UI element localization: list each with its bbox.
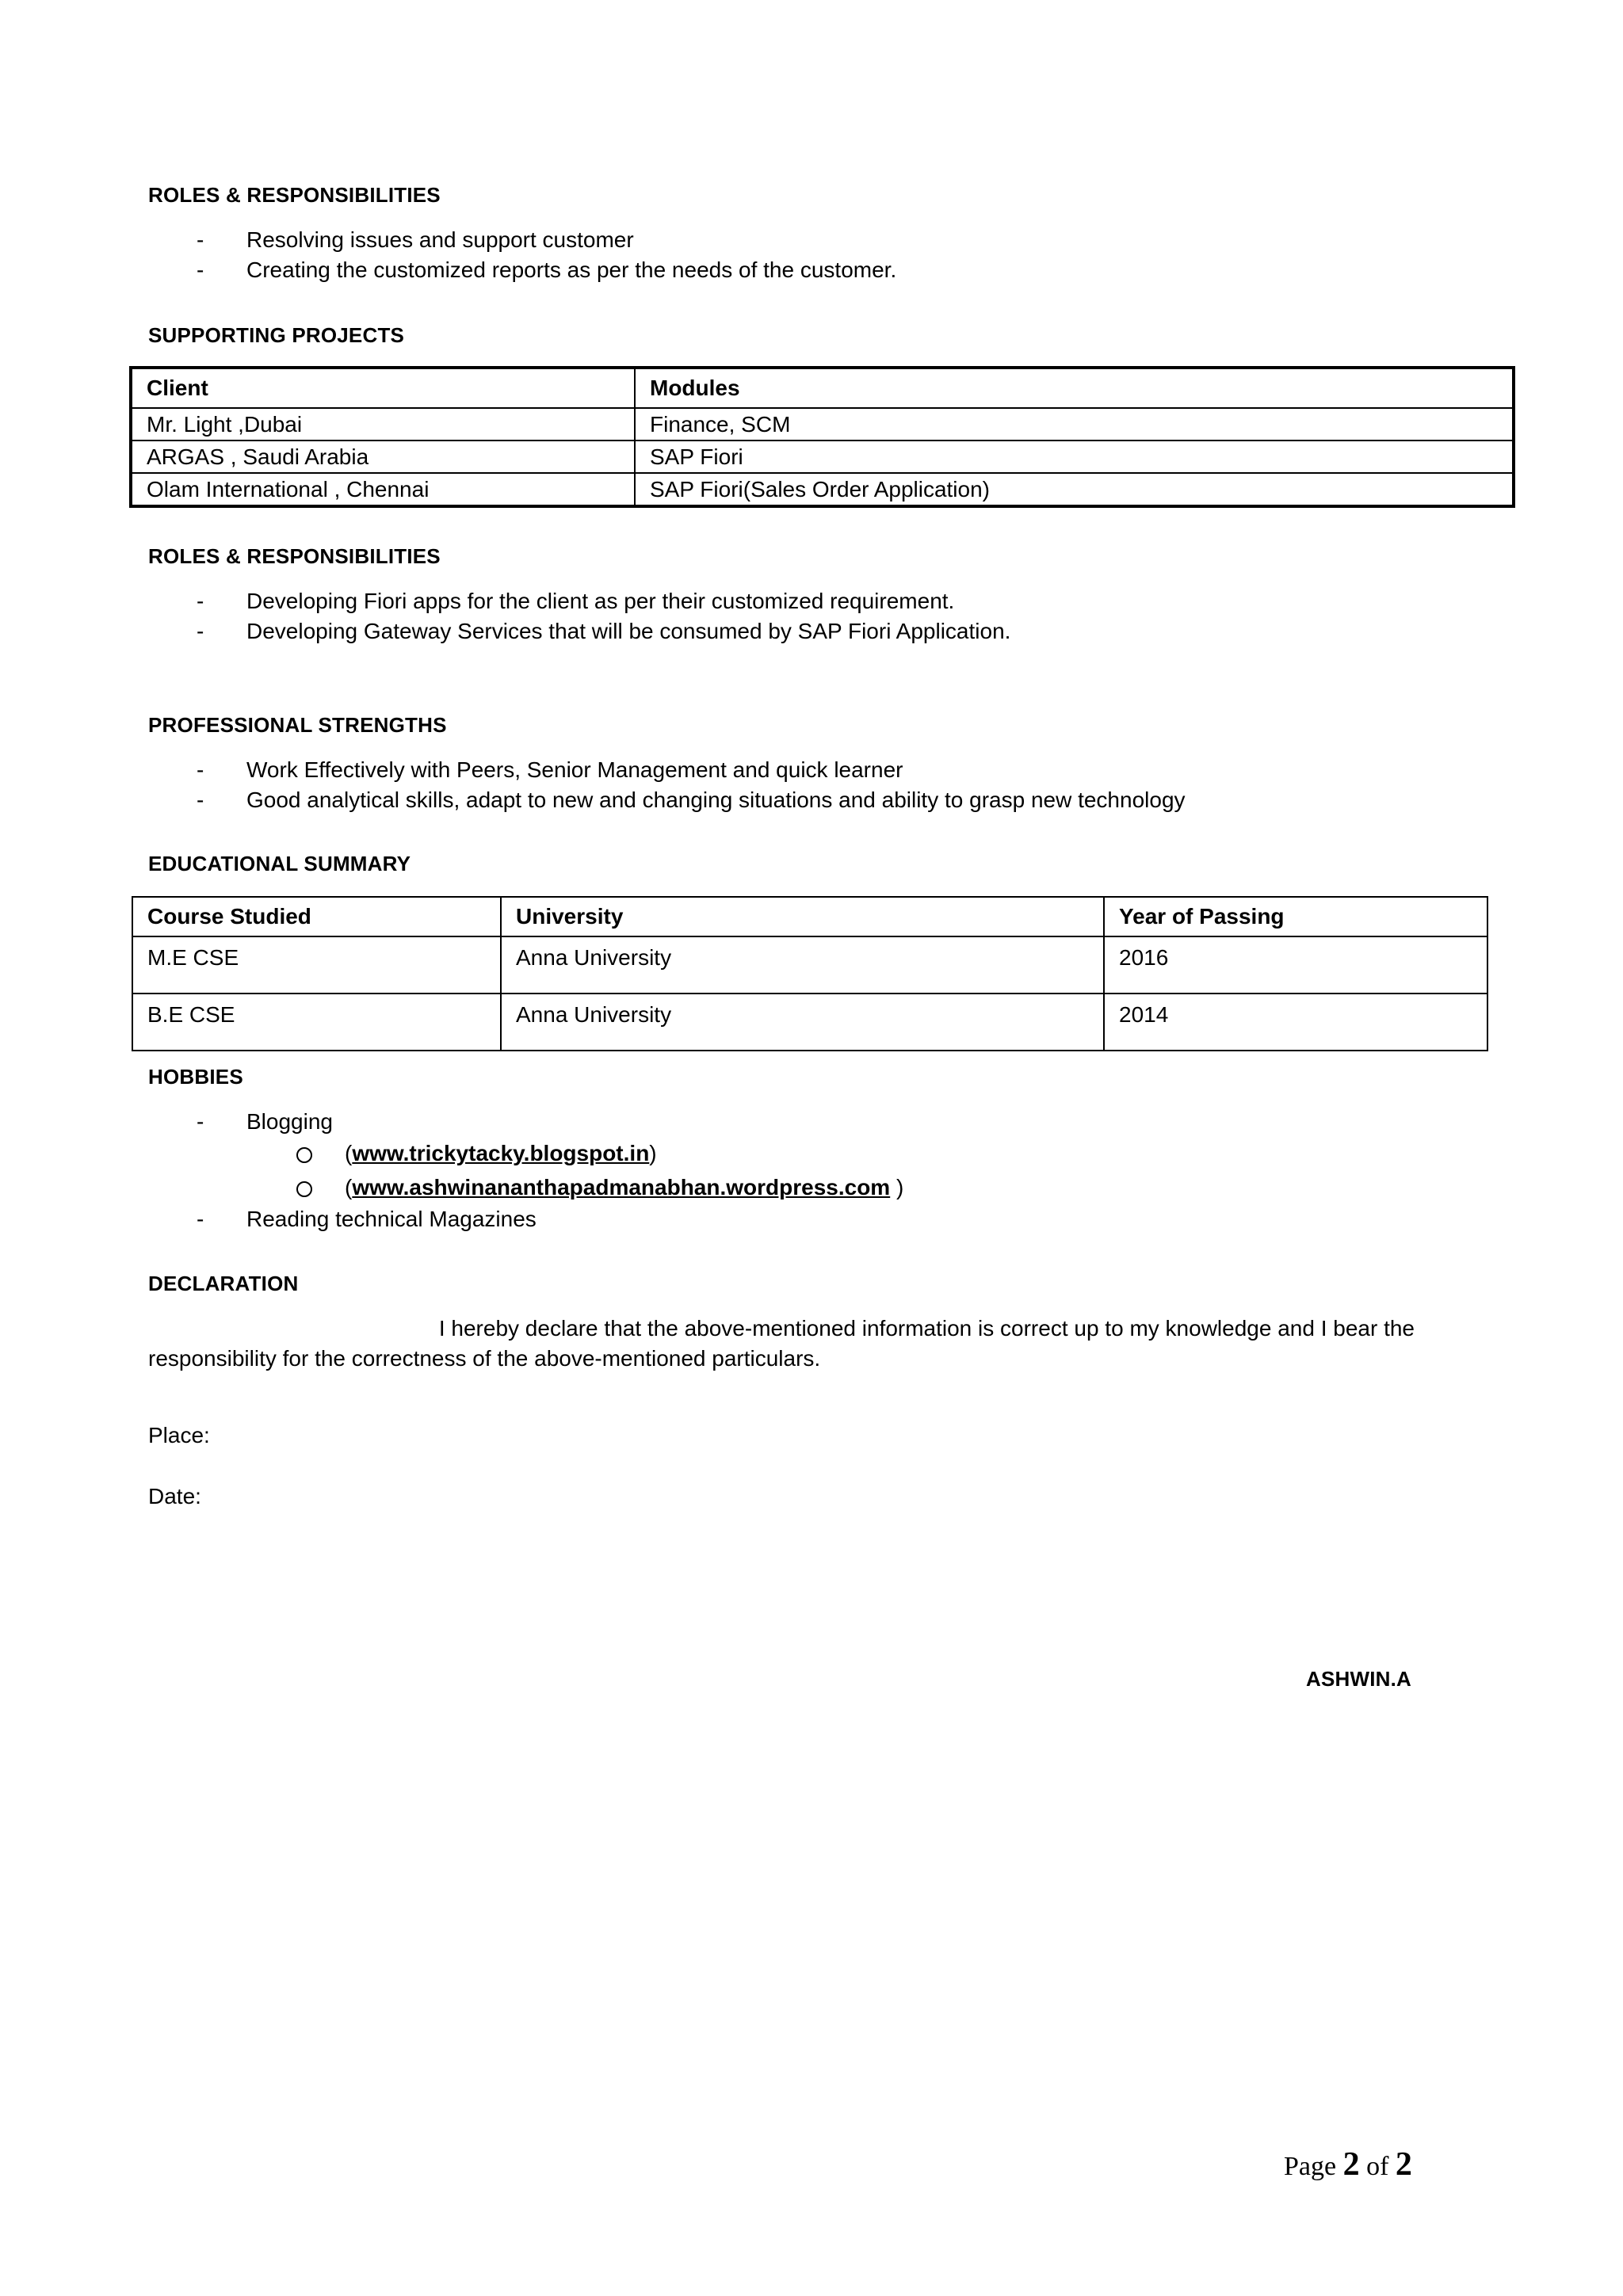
column-header-university: University	[501, 897, 1104, 936]
section-heading-professional-strengths: PROFESSIONAL STRENGTHS	[148, 713, 447, 737]
place-label: Place:	[148, 1423, 210, 1447]
year-cell: 2014	[1104, 994, 1487, 1051]
bullet-dash: -	[197, 227, 204, 252]
table-row	[131, 408, 1514, 441]
roles-1-item: Creating the customized reports as per the needs of the customer.	[246, 257, 897, 282]
bullet-dash: -	[197, 1207, 204, 1231]
bullet-dash: -	[197, 757, 204, 782]
hobby-item: Blogging	[246, 1109, 333, 1134]
client-cell: Mr. Light ,Dubai	[131, 408, 635, 441]
circle-bullet-icon	[296, 1181, 312, 1197]
blog-link-line: (www.ashwinananthapadmanabhan.wordpress.com )	[345, 1175, 904, 1199]
university-cell: Anna University	[501, 936, 1104, 994]
circle-bullet-icon	[296, 1147, 312, 1163]
date-label: Date:	[148, 1484, 201, 1508]
education-table	[132, 896, 1488, 1051]
roles-2-item: Developing Fiori apps for the client as per their customized requirement.	[246, 589, 955, 613]
university-cell: Anna University	[501, 994, 1104, 1051]
strength-item: Work Effectively with Peers, Senior Management and quick learner	[246, 757, 903, 782]
table-row	[131, 441, 1514, 473]
supporting-projects-table	[129, 366, 1515, 508]
column-header-course: Course Studied	[132, 897, 501, 936]
signature-name: ASHWIN.A	[1306, 1667, 1412, 1691]
modules-cell: Finance, SCM	[635, 408, 1514, 441]
bullet-dash: -	[197, 619, 204, 643]
column-header-client: Client	[131, 368, 635, 408]
hobby-item: Reading technical Magazines	[246, 1207, 537, 1231]
section-heading-hobbies: HOBBIES	[148, 1065, 243, 1089]
course-cell: B.E CSE	[132, 994, 501, 1051]
section-heading-supporting-projects: SUPPORTING PROJECTS	[148, 323, 405, 347]
blog-link-wordpress[interactable]: www.ashwinananthapadmanabhan.wordpress.com	[352, 1175, 891, 1199]
page-number: Page 2 of 2	[1284, 2146, 1412, 2183]
column-header-year: Year of Passing	[1104, 897, 1487, 936]
bullet-dash: -	[197, 788, 204, 812]
modules-cell: SAP Fiori	[635, 441, 1514, 473]
section-heading-declaration: DECLARATION	[148, 1272, 299, 1295]
bullet-dash: -	[197, 257, 204, 282]
modules-cell: SAP Fiori(Sales Order Application)	[635, 473, 1514, 506]
client-cell: ARGAS , Saudi Arabia	[131, 441, 635, 473]
table-row	[132, 994, 1487, 1051]
declaration-line-1: I hereby declare that the above-mentioned information is correct up to my knowledge and I bear the	[438, 1316, 1415, 1341]
declaration-line-2: responsibility for the correctness of the above-mentioned particulars.	[148, 1346, 821, 1371]
table-header-row	[131, 368, 1514, 408]
column-header-modules: Modules	[635, 368, 1514, 408]
blog-link-trickytacky[interactable]: www.trickytacky.blogspot.in	[352, 1141, 650, 1165]
section-heading-roles-2: ROLES & RESPONSIBILITIES	[148, 544, 441, 568]
table-header-row	[132, 897, 1487, 936]
table-row	[132, 936, 1487, 994]
course-cell: M.E CSE	[132, 936, 501, 994]
section-heading-educational-summary: EDUCATIONAL SUMMARY	[148, 852, 411, 875]
strength-item: Good analytical skills, adapt to new and changing situations and ability to grasp new technology	[246, 788, 1186, 812]
bullet-dash: -	[197, 1109, 204, 1134]
year-cell: 2016	[1104, 936, 1487, 994]
bullet-dash: -	[197, 589, 204, 613]
client-cell: Olam International , Chennai	[131, 473, 635, 506]
table-row	[131, 473, 1514, 506]
roles-2-item: Developing Gateway Services that will be consumed by SAP Fiori Application.	[246, 619, 1011, 643]
blog-link-line: (www.trickytacky.blogspot.in)	[345, 1141, 657, 1165]
section-heading-roles-1: ROLES & RESPONSIBILITIES	[148, 183, 441, 207]
roles-1-item: Resolving issues and support customer	[246, 227, 634, 252]
